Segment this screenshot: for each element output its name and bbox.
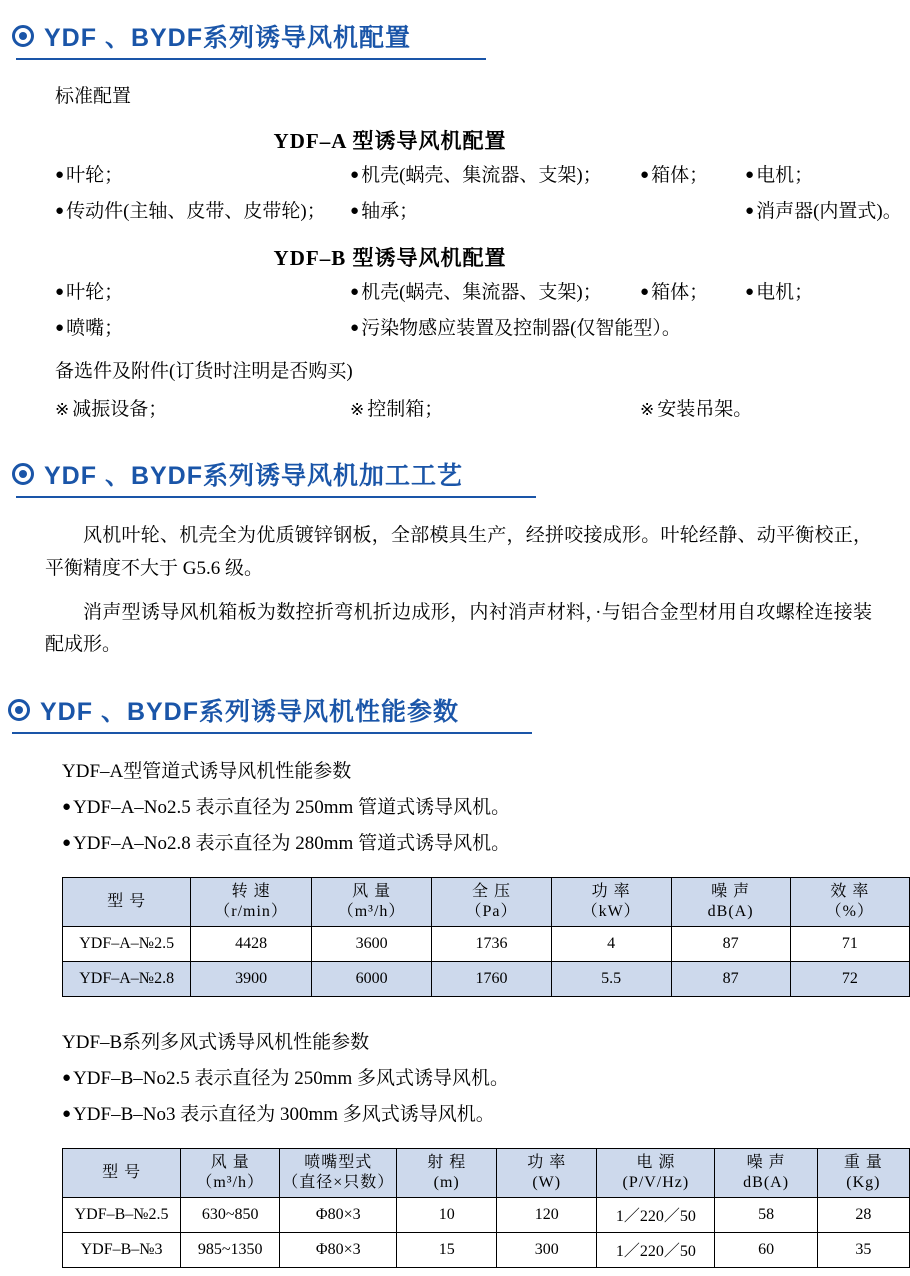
optional-parts-label: 备选件及附件(订货时注明是否购买) bbox=[55, 361, 353, 383]
table-b-caption: YDF–B系列多风式诱导风机性能参数 bbox=[62, 1031, 370, 1053]
header-line-2: （%） bbox=[825, 902, 875, 920]
config-item: ● 电机； bbox=[745, 162, 813, 191]
config-item: ● 机壳(蜗壳、集流器、支架)； bbox=[350, 162, 640, 191]
ydfb-config-row bbox=[0, 315, 910, 344]
column-header bbox=[280, 1148, 397, 1197]
table-row bbox=[63, 1232, 910, 1267]
header-line-1: 效 率 bbox=[830, 882, 870, 900]
table-cell: 300 bbox=[497, 1232, 597, 1267]
ring-bullet-icon bbox=[12, 463, 34, 485]
table-cell: 35 bbox=[817, 1232, 909, 1267]
heading-underline bbox=[16, 496, 536, 498]
column-header bbox=[597, 1148, 715, 1197]
table-header-row bbox=[63, 877, 910, 926]
column-header bbox=[397, 1148, 497, 1197]
header-line-2: （kW） bbox=[581, 902, 641, 920]
header-line-2: (Kg) bbox=[846, 1173, 881, 1191]
table-cell: YDF–A–№2.5 bbox=[63, 926, 191, 961]
section-process bbox=[0, 456, 910, 661]
table-row bbox=[63, 1197, 910, 1232]
header-line-1: 电 源 bbox=[636, 1153, 676, 1171]
config-item: ● 喷嘴； bbox=[55, 315, 350, 344]
table-cell: 15 bbox=[397, 1232, 497, 1267]
column-header bbox=[432, 877, 551, 926]
column-header bbox=[191, 877, 312, 926]
table-cell: 1／220／50 bbox=[597, 1197, 715, 1232]
header-line-1: 功 率 bbox=[527, 1153, 567, 1171]
table-cell: 71 bbox=[790, 926, 909, 961]
table-row bbox=[63, 961, 910, 996]
header-line-1: 转 速 bbox=[231, 882, 271, 900]
table-cell: 10 bbox=[397, 1197, 497, 1232]
table-cell: 72 bbox=[790, 961, 909, 996]
table-cell: 6000 bbox=[311, 961, 431, 996]
header-line-2: (W) bbox=[532, 1173, 562, 1191]
header-line-1: 噪 声 bbox=[746, 1153, 786, 1171]
standard-config-label: 标准配置 bbox=[55, 86, 132, 107]
ring-bullet-icon bbox=[12, 25, 34, 47]
table-cell: 87 bbox=[671, 961, 790, 996]
ydfb-config-row bbox=[0, 279, 910, 308]
optional-item: ※ 安装吊架。 bbox=[640, 396, 752, 425]
section-heading-configuration bbox=[0, 18, 910, 54]
performance-table-b bbox=[62, 1148, 910, 1268]
table-cell: 4 bbox=[551, 926, 671, 961]
column-header bbox=[181, 1148, 280, 1197]
header-line-1: 功 率 bbox=[591, 882, 631, 900]
process-paragraph-2: 消声型诱导风机箱板为数控折弯机折边成形，内衬消声材料，·与铝合金型材用自攻螺栓连接装配成形。 bbox=[45, 601, 872, 656]
header-line-1: 噪 声 bbox=[711, 882, 751, 900]
table-cell: 28 bbox=[817, 1197, 909, 1232]
config-item: ● 轴承； bbox=[350, 198, 640, 227]
ydfa-config-title: YDF–A 型诱导风机配置 bbox=[273, 129, 507, 154]
config-item: ● 箱体； bbox=[640, 162, 745, 191]
header-line-2: （r/min） bbox=[214, 902, 288, 920]
column-header bbox=[817, 1148, 909, 1197]
config-item: ● 箱体； bbox=[640, 279, 745, 308]
header-line-2: dB(A) bbox=[707, 902, 754, 920]
optional-parts-row bbox=[0, 396, 910, 425]
table-a-note: ● YDF–A–No2.8 表示直径为 280mm 管道式诱导风机。 bbox=[0, 828, 910, 855]
table-b-note: ● YDF–B–No2.5 表示直径为 250mm 多风式诱导风机。 bbox=[0, 1063, 910, 1090]
config-item: ● 污染物感应装置及控制器(仅智能型）。 bbox=[350, 315, 681, 344]
table-cell: Φ80×3 bbox=[280, 1197, 397, 1232]
column-header bbox=[63, 877, 191, 926]
table-cell: 3900 bbox=[191, 961, 312, 996]
optional-item: ※ 减振设备； bbox=[55, 396, 350, 425]
table-cell: 985~1350 bbox=[181, 1232, 280, 1267]
table-cell: 58 bbox=[715, 1197, 817, 1232]
header-line-2: (P/V/Hz) bbox=[622, 1173, 690, 1191]
header-line-2: （Pa） bbox=[465, 902, 518, 920]
section-heading-text: YDF 、BYDF系列诱导风机加工工艺 bbox=[44, 462, 464, 491]
section-performance bbox=[0, 692, 910, 1268]
table-cell: 1760 bbox=[432, 961, 551, 996]
column-header bbox=[790, 877, 909, 926]
column-header bbox=[63, 1148, 181, 1197]
column-header bbox=[715, 1148, 817, 1197]
table-row bbox=[63, 926, 910, 961]
section-heading-text: YDF 、BYDF系列诱导风机性能参数 bbox=[40, 697, 460, 726]
ydfa-config-row bbox=[0, 162, 910, 191]
header-line-1: 重 量 bbox=[843, 1153, 883, 1171]
section-heading-performance bbox=[0, 692, 910, 728]
process-paragraph-1: 风机叶轮、机壳全为优质镀锌钢板，全部模具生产，经拼咬接成形。叶轮经静、动平衡校正，平衡精度不大于 G5.6 级。 bbox=[45, 525, 872, 579]
ydfb-config-title: YDF–B 型诱导风机配置 bbox=[273, 246, 507, 271]
config-item: ● 消声器(内置式)。 bbox=[640, 198, 902, 227]
header-line-1: 风 量 bbox=[352, 882, 392, 900]
config-item: ● 叶轮； bbox=[55, 279, 350, 308]
header-line-1: 型 号 bbox=[102, 1163, 142, 1181]
heading-underline bbox=[16, 58, 486, 60]
header-line-2: (m) bbox=[433, 1173, 460, 1191]
column-header bbox=[311, 877, 431, 926]
header-line-2: （直径×只数） bbox=[282, 1173, 395, 1191]
table-cell: 60 bbox=[715, 1232, 817, 1267]
header-line-1: 风 量 bbox=[210, 1153, 250, 1171]
config-item: ● 机壳(蜗壳、集流器、支架)； bbox=[350, 279, 640, 308]
column-header bbox=[671, 877, 790, 926]
ring-bullet-icon bbox=[8, 699, 30, 721]
section-configuration bbox=[0, 0, 910, 424]
config-item: ● 传动件(主轴、皮带、皮带轮)； bbox=[55, 198, 350, 227]
header-line-1: 型 号 bbox=[107, 892, 147, 910]
table-cell: 1／220／50 bbox=[597, 1232, 715, 1267]
header-line-1: 全 压 bbox=[471, 882, 511, 900]
config-item: ● 电机； bbox=[745, 279, 813, 308]
column-header bbox=[497, 1148, 597, 1197]
table-a-note: ● YDF–A–No2.5 表示直径为 250mm 管道式诱导风机。 bbox=[0, 792, 910, 819]
table-cell: YDF–B–№3 bbox=[63, 1232, 181, 1267]
table-cell: 120 bbox=[497, 1197, 597, 1232]
table-cell: 5.5 bbox=[551, 961, 671, 996]
header-line-1: 喷嘴型式 bbox=[304, 1153, 373, 1171]
header-line-2: dB(A) bbox=[743, 1173, 790, 1191]
ydfa-config-row bbox=[0, 198, 910, 227]
table-cell: Φ80×3 bbox=[280, 1232, 397, 1267]
performance-table-a bbox=[62, 877, 910, 997]
table-cell: YDF–B–№2.5 bbox=[63, 1197, 181, 1232]
header-line-1: 射 程 bbox=[427, 1153, 467, 1171]
config-item: ● 叶轮； bbox=[55, 162, 350, 191]
header-line-2: （m³/h） bbox=[196, 1173, 265, 1191]
table-a-caption: YDF–A型管道式诱导风机性能参数 bbox=[62, 760, 352, 782]
section-heading-text: YDF 、BYDF系列诱导风机配置 bbox=[44, 24, 412, 52]
table-cell: 4428 bbox=[191, 926, 312, 961]
header-line-2: （m³/h） bbox=[337, 902, 406, 920]
table-cell: 1736 bbox=[432, 926, 551, 961]
table-cell: 87 bbox=[671, 926, 790, 961]
table-cell: YDF–A–№2.8 bbox=[63, 961, 191, 996]
column-header bbox=[551, 877, 671, 926]
table-header-row bbox=[63, 1148, 910, 1197]
table-b-note: ● YDF–B–No3 表示直径为 300mm 多风式诱导风机。 bbox=[0, 1099, 910, 1126]
table-cell: 630~850 bbox=[181, 1197, 280, 1232]
optional-item: ※ 控制箱； bbox=[350, 396, 640, 425]
table-cell: 3600 bbox=[311, 926, 431, 961]
section-heading-process bbox=[0, 456, 910, 492]
heading-underline bbox=[12, 732, 532, 734]
